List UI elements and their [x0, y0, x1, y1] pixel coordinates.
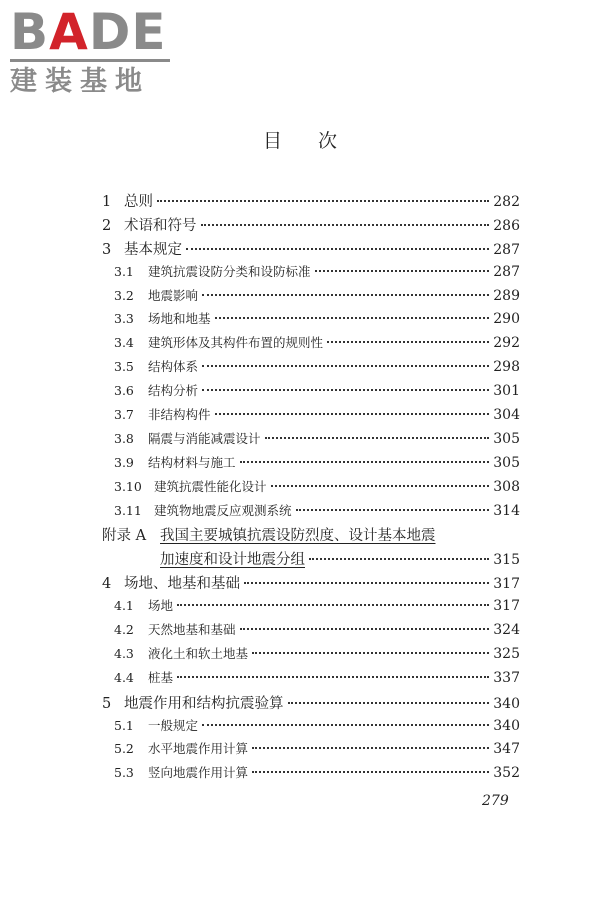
toc-leader: [240, 628, 490, 630]
toc-label: 总则: [124, 194, 153, 210]
toc-number: 5.3: [114, 765, 134, 781]
toc-page: 290: [493, 311, 520, 328]
toc-entry[interactable]: [102, 333, 520, 357]
toc-entry[interactable]: [102, 309, 520, 333]
toc-leader: [202, 294, 489, 296]
toc-label: 建筑抗震设防分类和设防标准: [148, 263, 311, 279]
toc-leader: [244, 582, 489, 584]
page-number: 279: [482, 793, 509, 809]
toc-page: 289: [493, 287, 520, 304]
toc-label: 加速度和设计地震分组: [160, 552, 305, 569]
toc-label: 结构材料与施工: [148, 454, 236, 470]
toc-leader: [327, 341, 489, 343]
toc-leader: [202, 365, 489, 367]
toc-page: 287: [493, 263, 520, 280]
logo-subtitle: 建装基地: [10, 66, 150, 97]
toc-label: 液化土和软土地基: [148, 645, 249, 661]
toc-number: 3.8: [114, 430, 134, 446]
toc-page: 286: [493, 217, 520, 234]
toc-entry[interactable]: [102, 668, 520, 692]
toc-leader: [309, 558, 489, 560]
toc-entry[interactable]: [102, 763, 520, 787]
toc-page: 301: [493, 383, 520, 400]
toc-number: 3.1: [114, 263, 134, 279]
toc-label: 水平地震作用计算: [148, 741, 249, 757]
logo-wordmark: BADE: [10, 3, 167, 61]
toc-page: 340: [493, 717, 520, 734]
toc-page: 317: [493, 598, 520, 615]
toc-number: 3: [102, 241, 112, 258]
toc-page: 352: [493, 765, 520, 782]
toc-label: 术语和符号: [124, 217, 197, 234]
toc-label: 竖向地震作用计算: [148, 765, 249, 781]
toc-number: 3.6: [114, 383, 134, 399]
toc-entry[interactable]: [102, 596, 520, 620]
toc-entry[interactable]: [102, 262, 520, 286]
toc-number: 3.2: [114, 287, 134, 303]
toc-entry[interactable]: [102, 381, 520, 405]
toc-entry[interactable]: [102, 405, 520, 429]
toc-page: 305: [493, 430, 520, 447]
toc-label: 地震影响: [148, 287, 199, 303]
toc-label: 地震作用和结构抗震验算: [124, 695, 284, 712]
toc-number: 3.4: [114, 335, 134, 351]
toc-number: 4.4: [114, 669, 134, 685]
toc-leader: [315, 270, 490, 272]
toc-entry[interactable]: [102, 453, 520, 477]
toc-entry[interactable]: [102, 357, 520, 381]
toc-leader: [186, 248, 489, 250]
toc-label: 非结构构件: [148, 407, 211, 423]
toc-leader: [252, 652, 489, 654]
toc-leader: [240, 461, 490, 463]
toc-entry[interactable]: [102, 716, 520, 740]
toc-page: 282: [493, 194, 520, 210]
toc-label: 场地: [148, 598, 174, 614]
toc-page: 304: [493, 407, 520, 424]
toc-page: 298: [493, 359, 520, 376]
toc-page: 287: [493, 241, 520, 258]
toc-number: 4.2: [114, 622, 134, 638]
toc-label: 场地和地基: [148, 311, 211, 327]
toc-label: 基本规定: [124, 241, 182, 258]
toc-number: 4: [102, 576, 112, 593]
toc-leader: [296, 509, 490, 511]
logo-accent-letter: A: [49, 3, 89, 61]
toc-number: 3.7: [114, 407, 134, 423]
toc-leader: [288, 702, 490, 704]
toc-label: 建筑形体及其构件布置的规则性: [148, 335, 324, 351]
toc-entry-appendix-a[interactable]: [102, 524, 520, 548]
toc-number: 3.10: [114, 478, 142, 494]
toc-number: 3.9: [114, 454, 134, 470]
toc-leader: [265, 437, 490, 439]
toc-page: 340: [493, 695, 520, 712]
toc-label: 天然地基和基础: [148, 622, 236, 638]
toc-number: 1: [102, 194, 112, 210]
toc-label: 结构分析: [148, 383, 199, 399]
toc-entry[interactable]: [102, 644, 520, 668]
toc-number: 2: [102, 217, 112, 234]
toc-page: 315: [493, 552, 520, 569]
page-title: 目次: [262, 130, 373, 152]
toc-entry[interactable]: [102, 286, 520, 310]
toc-label: 建筑抗震性能化设计: [154, 478, 267, 494]
toc-number: 5.1: [114, 717, 134, 733]
toc-label: 桩基: [148, 669, 174, 685]
toc-number: 3.11: [114, 502, 142, 518]
toc-entry[interactable]: [102, 739, 520, 763]
toc-leader: [252, 747, 489, 749]
toc-label: 一般规定: [148, 717, 199, 733]
toc-entry[interactable]: [102, 692, 520, 716]
toc-label: 隔震与消能减震设计: [148, 430, 261, 446]
brand-logo: [10, 3, 178, 99]
toc-leader: [201, 224, 490, 226]
toc-page: 324: [493, 622, 520, 639]
toc-leader: [157, 200, 489, 202]
toc-entry[interactable]: [102, 214, 520, 238]
toc-entry[interactable]: [102, 429, 520, 453]
toc-number: 4.3: [114, 645, 134, 661]
toc-page: 347: [493, 741, 520, 758]
toc-number: 4.1: [114, 598, 134, 614]
toc-page: 305: [493, 454, 520, 471]
toc-label: 结构体系: [148, 359, 199, 375]
toc-page: 314: [493, 502, 520, 519]
toc-page: 337: [493, 669, 520, 686]
toc-number: 5: [102, 695, 112, 712]
toc-page: 317: [493, 576, 520, 593]
toc-number: 3.3: [114, 311, 134, 327]
toc-leader: [252, 771, 489, 773]
toc-entry[interactable]: [102, 501, 520, 525]
toc-leader: [271, 485, 490, 487]
toc-entry-appendix-a-continued[interactable]: [102, 548, 520, 572]
toc-entry[interactable]: [102, 477, 520, 501]
toc-label: 场地、地基和基础: [124, 576, 240, 593]
toc-entry[interactable]: [102, 190, 520, 214]
toc-leader: [215, 317, 490, 319]
toc-leader: [202, 724, 489, 726]
toc-entry[interactable]: [102, 572, 520, 596]
toc-label: 建筑物地震反应观测系统: [154, 502, 292, 518]
toc-number: 3.5: [114, 359, 134, 375]
toc-leader: [177, 676, 489, 678]
toc-page: 325: [493, 645, 520, 662]
toc-leader: [202, 389, 489, 391]
toc-entry[interactable]: [102, 238, 520, 262]
toc-number: 5.2: [114, 741, 134, 757]
toc-number: 附录 A: [102, 528, 147, 545]
toc-page: 308: [493, 478, 520, 495]
toc-label: 我国主要城镇抗震设防烈度、设计基本地震: [160, 528, 436, 545]
toc-page: 292: [493, 335, 520, 352]
toc-entry[interactable]: [102, 620, 520, 644]
table-of-contents: [102, 190, 520, 787]
toc-leader: [215, 413, 490, 415]
toc-leader: [177, 604, 489, 606]
